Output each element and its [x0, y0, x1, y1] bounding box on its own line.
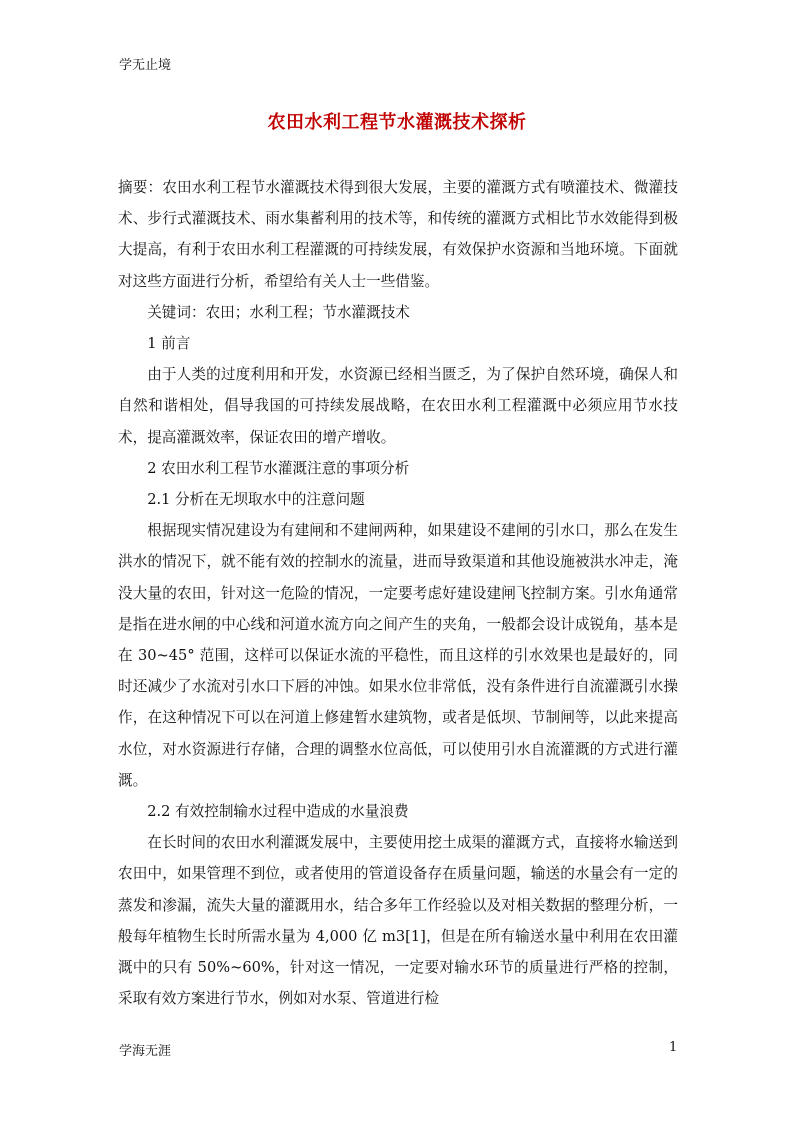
document-title: 农田水利工程节水灌溉技术探析: [267, 112, 527, 133]
section-heading-2: 2 农田水利工程节水灌溉注意的事项分析: [147, 459, 410, 477]
page-header: 学无止境: [119, 58, 172, 73]
keywords-line: 关键词：农田；水利工程；节水灌溉技术: [147, 303, 410, 321]
body-paragraph: 在长时间的农田水利灌溉发展中，主要使用挖土成渠的灌溉方式，直接将水输送到农田中，如果管理不到位，或者使用的管道设备存在质量问题，输送的水量会有一定的蒸发和渗漏，流失大量的灌溉用水，结合多年工作经验以及对相关数据的整理分析，一般每年植物生长时所需水量为 4,000 亿 m3[1]，但是在所有输送水量中利用在农田灌溉中的只有 50%~60%，针对这一情况，一定要对输水环节的质量进行严格的控制，采取有效方案进行节水，例如对水泵、管道进行检: [118, 834, 678, 1008]
page-number: 1: [669, 1040, 678, 1055]
abstract-paragraph: 摘要：农田水利工程节水灌溉技术得到很大发展，主要的灌溉方式有喷灌技术、微灌技术、步行式灌溉技术、雨水集蓄利用的技术等，和传统的灌溉方式相比节水效能得到极大提高，有利于农田水利工程灌溉的可持续发展，有效保护水资源和当地环境。下面就对这些方面进行分析，希望给有关人士一些借鉴。: [118, 179, 678, 290]
subsection-heading-2-2: 2.2 有效控制输水过程中造成的水量浪费: [147, 803, 409, 821]
page-footer: 学海无涯: [119, 1044, 172, 1059]
section-heading-1: 1 前言: [147, 335, 191, 353]
body-paragraph: 由于人类的过度利用和开发，水资源已经相当匮乏，为了保护自然环境，确保人和自然和谐相处，倡导我国的可持续发展战略，在农田水利工程灌溉中必须应用节水技术，提高灌溉效率，保证农田的增产增收。: [118, 366, 678, 446]
subsection-heading-2-1: 2.1 分析在无坝取水中的注意问题: [147, 491, 365, 509]
body-paragraph: 根据现实情况建设为有建闸和不建闸两种，如果建设不建闸的引水口，那么在发生洪水的情况下，就不能有效的控制水的流量，进而导致渠道和其他设施被洪水冲走，淹没大量的农田，针对这一危险的情况，一定要考虑好建设建闸飞控制方案。引水角通常是指在进水闸的中心线和河道水流方向之间产生的夹角，一般都会设计成锐角，基本是在 30~45° 范围，这样可以保证水流的平稳性，而且这样的引水效果也是最好的，同时还减少了水流对引水口下唇的冲蚀。如果水位非常低，没有条件进行自流灌溉引水操作，在这种情况下可以在河道上修建暂水建筑物，或者是低坝、节制闸等，以此来提高水位，对水资源进行存储，合理的调整水位高低，可以使用引水自流灌溉的方式进行灌溉。: [118, 522, 678, 789]
document-body: [118, 172, 678, 1014]
